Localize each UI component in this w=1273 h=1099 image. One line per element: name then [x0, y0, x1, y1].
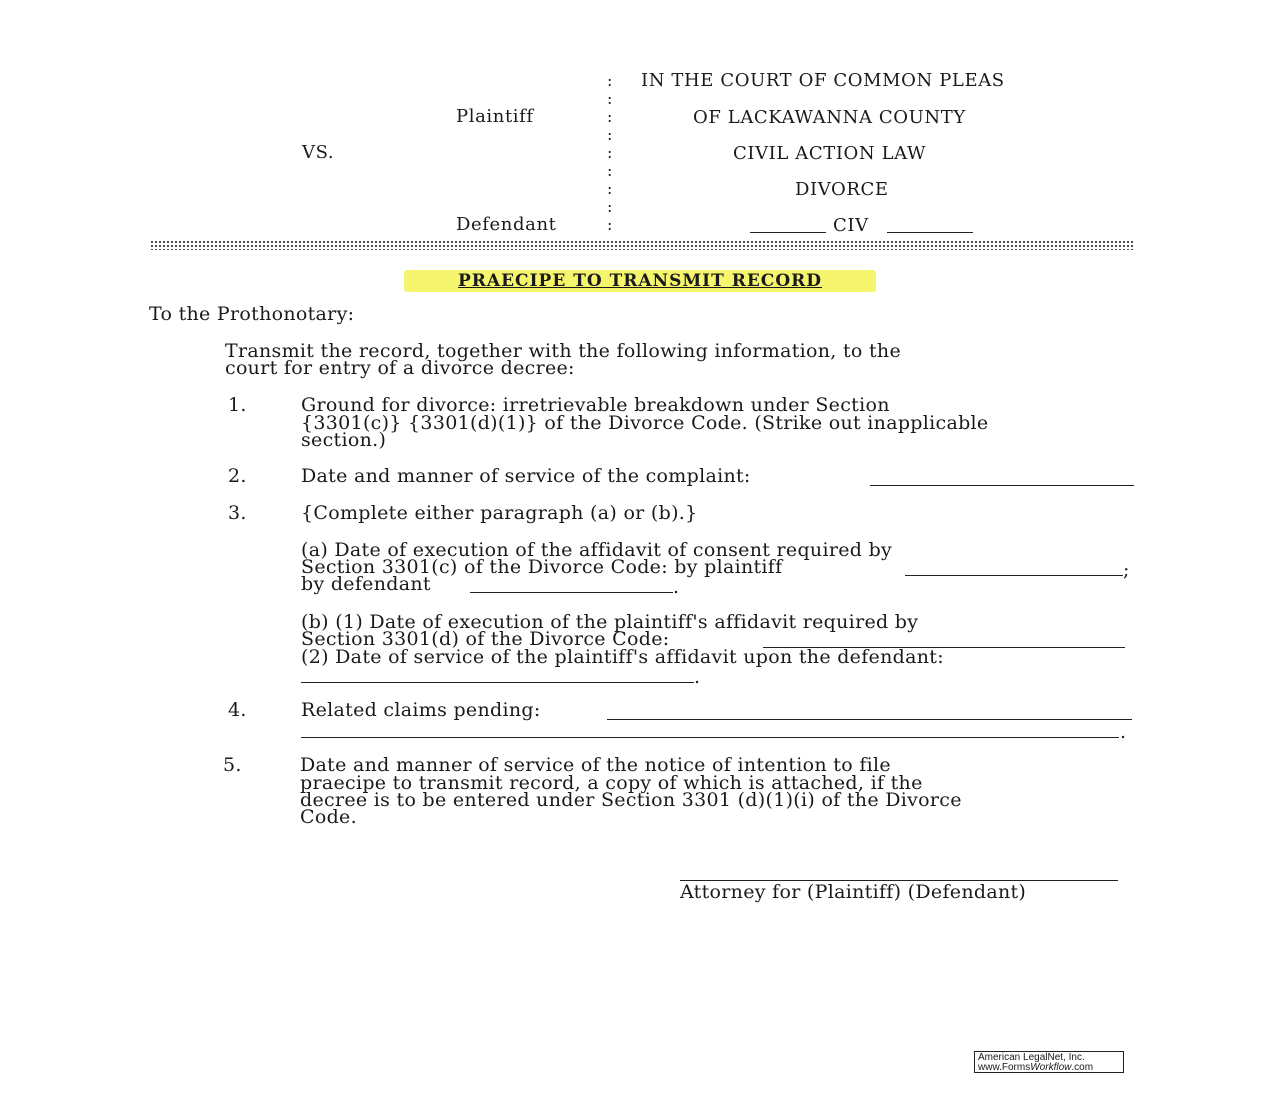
item-2-line-1: Date and manner of service of the complaint: — [301, 465, 751, 487]
salutation: To the Prothonotary: — [149, 303, 355, 325]
vs-label: VS. — [302, 142, 335, 163]
civ-number-blank[interactable] — [887, 232, 973, 233]
item-4-number: 4. — [228, 699, 247, 721]
consent-plaintiff-date-blank[interactable] — [905, 575, 1123, 576]
item-3b-period: . — [694, 666, 701, 688]
service-of-complaint-blank[interactable] — [870, 485, 1134, 486]
item-4-period: . — [1120, 721, 1127, 743]
publisher-url: www.FormsWorkflow.com — [978, 1062, 1094, 1073]
item-3a-semicolon: ; — [1123, 559, 1130, 581]
item-3b-line-3: (2) Date of service of the plaintiff's affidavit upon the defendant: — [301, 646, 944, 668]
court-line-2: OF LACKAWANNA COUNTY — [693, 107, 966, 128]
defendant-label: Defendant — [456, 214, 557, 235]
signature-label: Attorney for (Plaintiff) (Defendant) — [680, 881, 1027, 903]
item-1-number: 1. — [228, 394, 247, 416]
caption-separator — [150, 240, 1135, 250]
item-5-line-3: decree is to be entered under Section 3301 (d)(1)(i) of the Divorce — [300, 789, 962, 811]
publisher-name: American LegalNet, Inc. — [978, 1052, 1085, 1063]
term-number-blank[interactable] — [750, 232, 826, 233]
publisher-footer — [974, 1051, 1124, 1073]
affidavit-service-date-blank[interactable] — [301, 682, 694, 683]
intro-line-2: court for entry of a divorce decree: — [225, 357, 575, 379]
item-3a-line-3: by defendant — [301, 573, 431, 595]
item-5-number: 5. — [223, 754, 242, 776]
document-title: PRAECIPE TO TRANSMIT RECORD — [458, 271, 822, 291]
document-title-highlight — [404, 270, 876, 292]
related-claims-blank-1[interactable] — [607, 719, 1132, 720]
item-4-line-1: Related claims pending: — [301, 699, 541, 721]
item-3b-line-2: Section 3301(d) of the Divorce Code: — [301, 628, 670, 650]
court-line-1: IN THE COURT OF COMMON PLEAS — [641, 70, 1005, 91]
item-3-number: 3. — [228, 502, 247, 524]
consent-defendant-date-blank[interactable] — [470, 592, 673, 593]
plaintiff-label: Plaintiff — [456, 106, 534, 127]
item-5-line-1: Date and manner of service of the notice of intention to file — [300, 754, 891, 776]
item-1-line-3: section.) — [301, 429, 387, 451]
item-5-line-2: praecipe to transmit record, a copy of which is attached, if the — [300, 772, 923, 794]
item-1-line-2: {3301(c)} {3301(d)(1)} of the Divorce Code. (Strike out inapplicable — [301, 412, 989, 434]
item-3a-line-2: Section 3301(c) of the Divorce Code: by plaintiff — [301, 556, 783, 578]
court-line-4: DIVORCE — [795, 179, 889, 200]
item-2-number: 2. — [228, 465, 247, 487]
item-3-line-1: {Complete either paragraph (a) or (b).} — [301, 502, 698, 524]
civ-label: CIV — [833, 215, 869, 236]
court-line-3: CIVIL ACTION LAW — [733, 143, 927, 164]
item-3a-period: . — [673, 576, 680, 598]
intro-line-1: Transmit the record, together with the following information, to the — [225, 340, 902, 362]
item-1-line-1: Ground for divorce: irretrievable breakdown under Section — [301, 394, 890, 416]
related-claims-blank-2[interactable] — [301, 737, 1119, 738]
item-3b-line-1: (b) (1) Date of execution of the plaintiff's affidavit required by — [301, 611, 919, 633]
item-3a-line-1: (a) Date of execution of the affidavit of consent required by — [301, 539, 893, 561]
item-5-line-4: Code. — [300, 806, 357, 828]
